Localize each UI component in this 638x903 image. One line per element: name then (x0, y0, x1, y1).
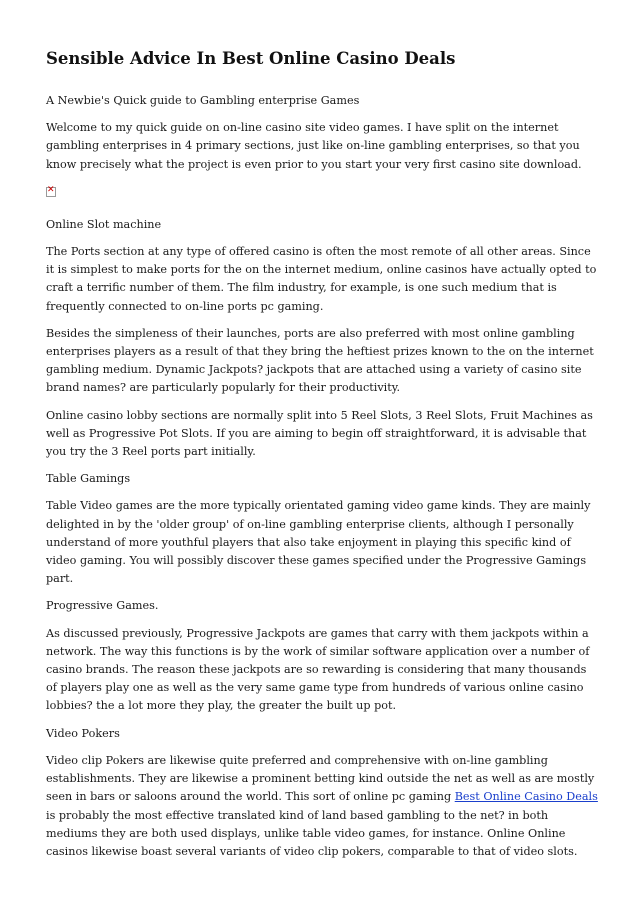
slots-paragraph-1: The Ports section at any type of offered casino is often the most remote of all other areas. Since it is simplest to make ports for the on the internet medium, online casinos have actually opted to craft a terrific number of them. The film industry, for example, is one such medium that is frequently connected to on-line ports pc gaming. (46, 245, 597, 313)
video-pokers-text-after: is probably the most effective translated kind of land based gambling to the net? in both mediums they are both used displays, unlike table video games, for instance. Online Online casinos likewise boast several variants of video clip pokers, comparable to that of video slots. (46, 808, 578, 858)
slots-paragraph-2: Besides the simpleness of their launches, ports are also preferred with most online gambling enterprises players as a result of that they bring the heftiest prizes known to the on the internet gambling medium. Dynamic Jackpots? jackpots that are attached using a variety of casino site brand names? are particularly popularly for their productivity. (46, 326, 594, 395)
progressive-paragraph: As discussed previously, Progressive Jackpots are games that carry with them jackpots within a network. The way this functions is by the work of similar software application over a number of casino brands. The reason these jackpots are so rewarding is considering that many thousands of players play one as well as the very same game type from hundreds of various online casino lobbies? the a lot more they play, the greater the built up pot. (46, 626, 590, 713)
broken-image-icon (46, 187, 56, 197)
subtitle: A Newbie's Quick guide to Gambling enterprise Games (46, 94, 360, 107)
table-games-paragraph: Table Video games are the more typically orientated gaming video game kinds. They are mainly delighted in by the 'older group' of on-line gambling enterprise clients, although I personally understand of more youthful players that also take enjoyment in playing this specific kind of video gaming. You will possibly discover these games specified under the Progressive Gamings part. (46, 499, 591, 586)
video-pokers-text-before: Video clip Pokers are likewise quite preferred and comprehensive with on-line gambling establishments. They are likewise a prominent betting kind outside the net as well as are mostly seen in bars or saloons around the world. This sort of online pc gaming (46, 753, 595, 804)
section-heading-progressive: Progressive Games. (46, 599, 159, 613)
page-title: Sensible Advice In Best Online Casino Deals (46, 49, 456, 68)
video-pokers-paragraph (46, 752, 598, 861)
section-heading-video-pokers: Video Pokers (46, 726, 120, 740)
best-online-casino-deals-link[interactable]: Best Online Casino Deals (454, 790, 598, 804)
intro-paragraph: Welcome to my quick guide on on-line casino site video games. I have split on the internet gambling enterprises in 4 primary sections, just like on-line gambling enterprises, so that you know precisely what the project is even prior to you start your very first casino site download. (46, 121, 582, 171)
section-heading-slots: Online Slot machine (46, 217, 162, 231)
document-page (46, 48, 598, 870)
slots-paragraph-3: Online casino lobby sections are normally split into 5 Reel Slots, 3 Reel Slots, Fruit Machines as well as Progressive Pot Slots. If you are aiming to begin off straightforward, it is advisable that you try the 3 Reel ports part initially. (46, 408, 593, 459)
section-heading-table-games: Table Gamings (46, 472, 131, 486)
